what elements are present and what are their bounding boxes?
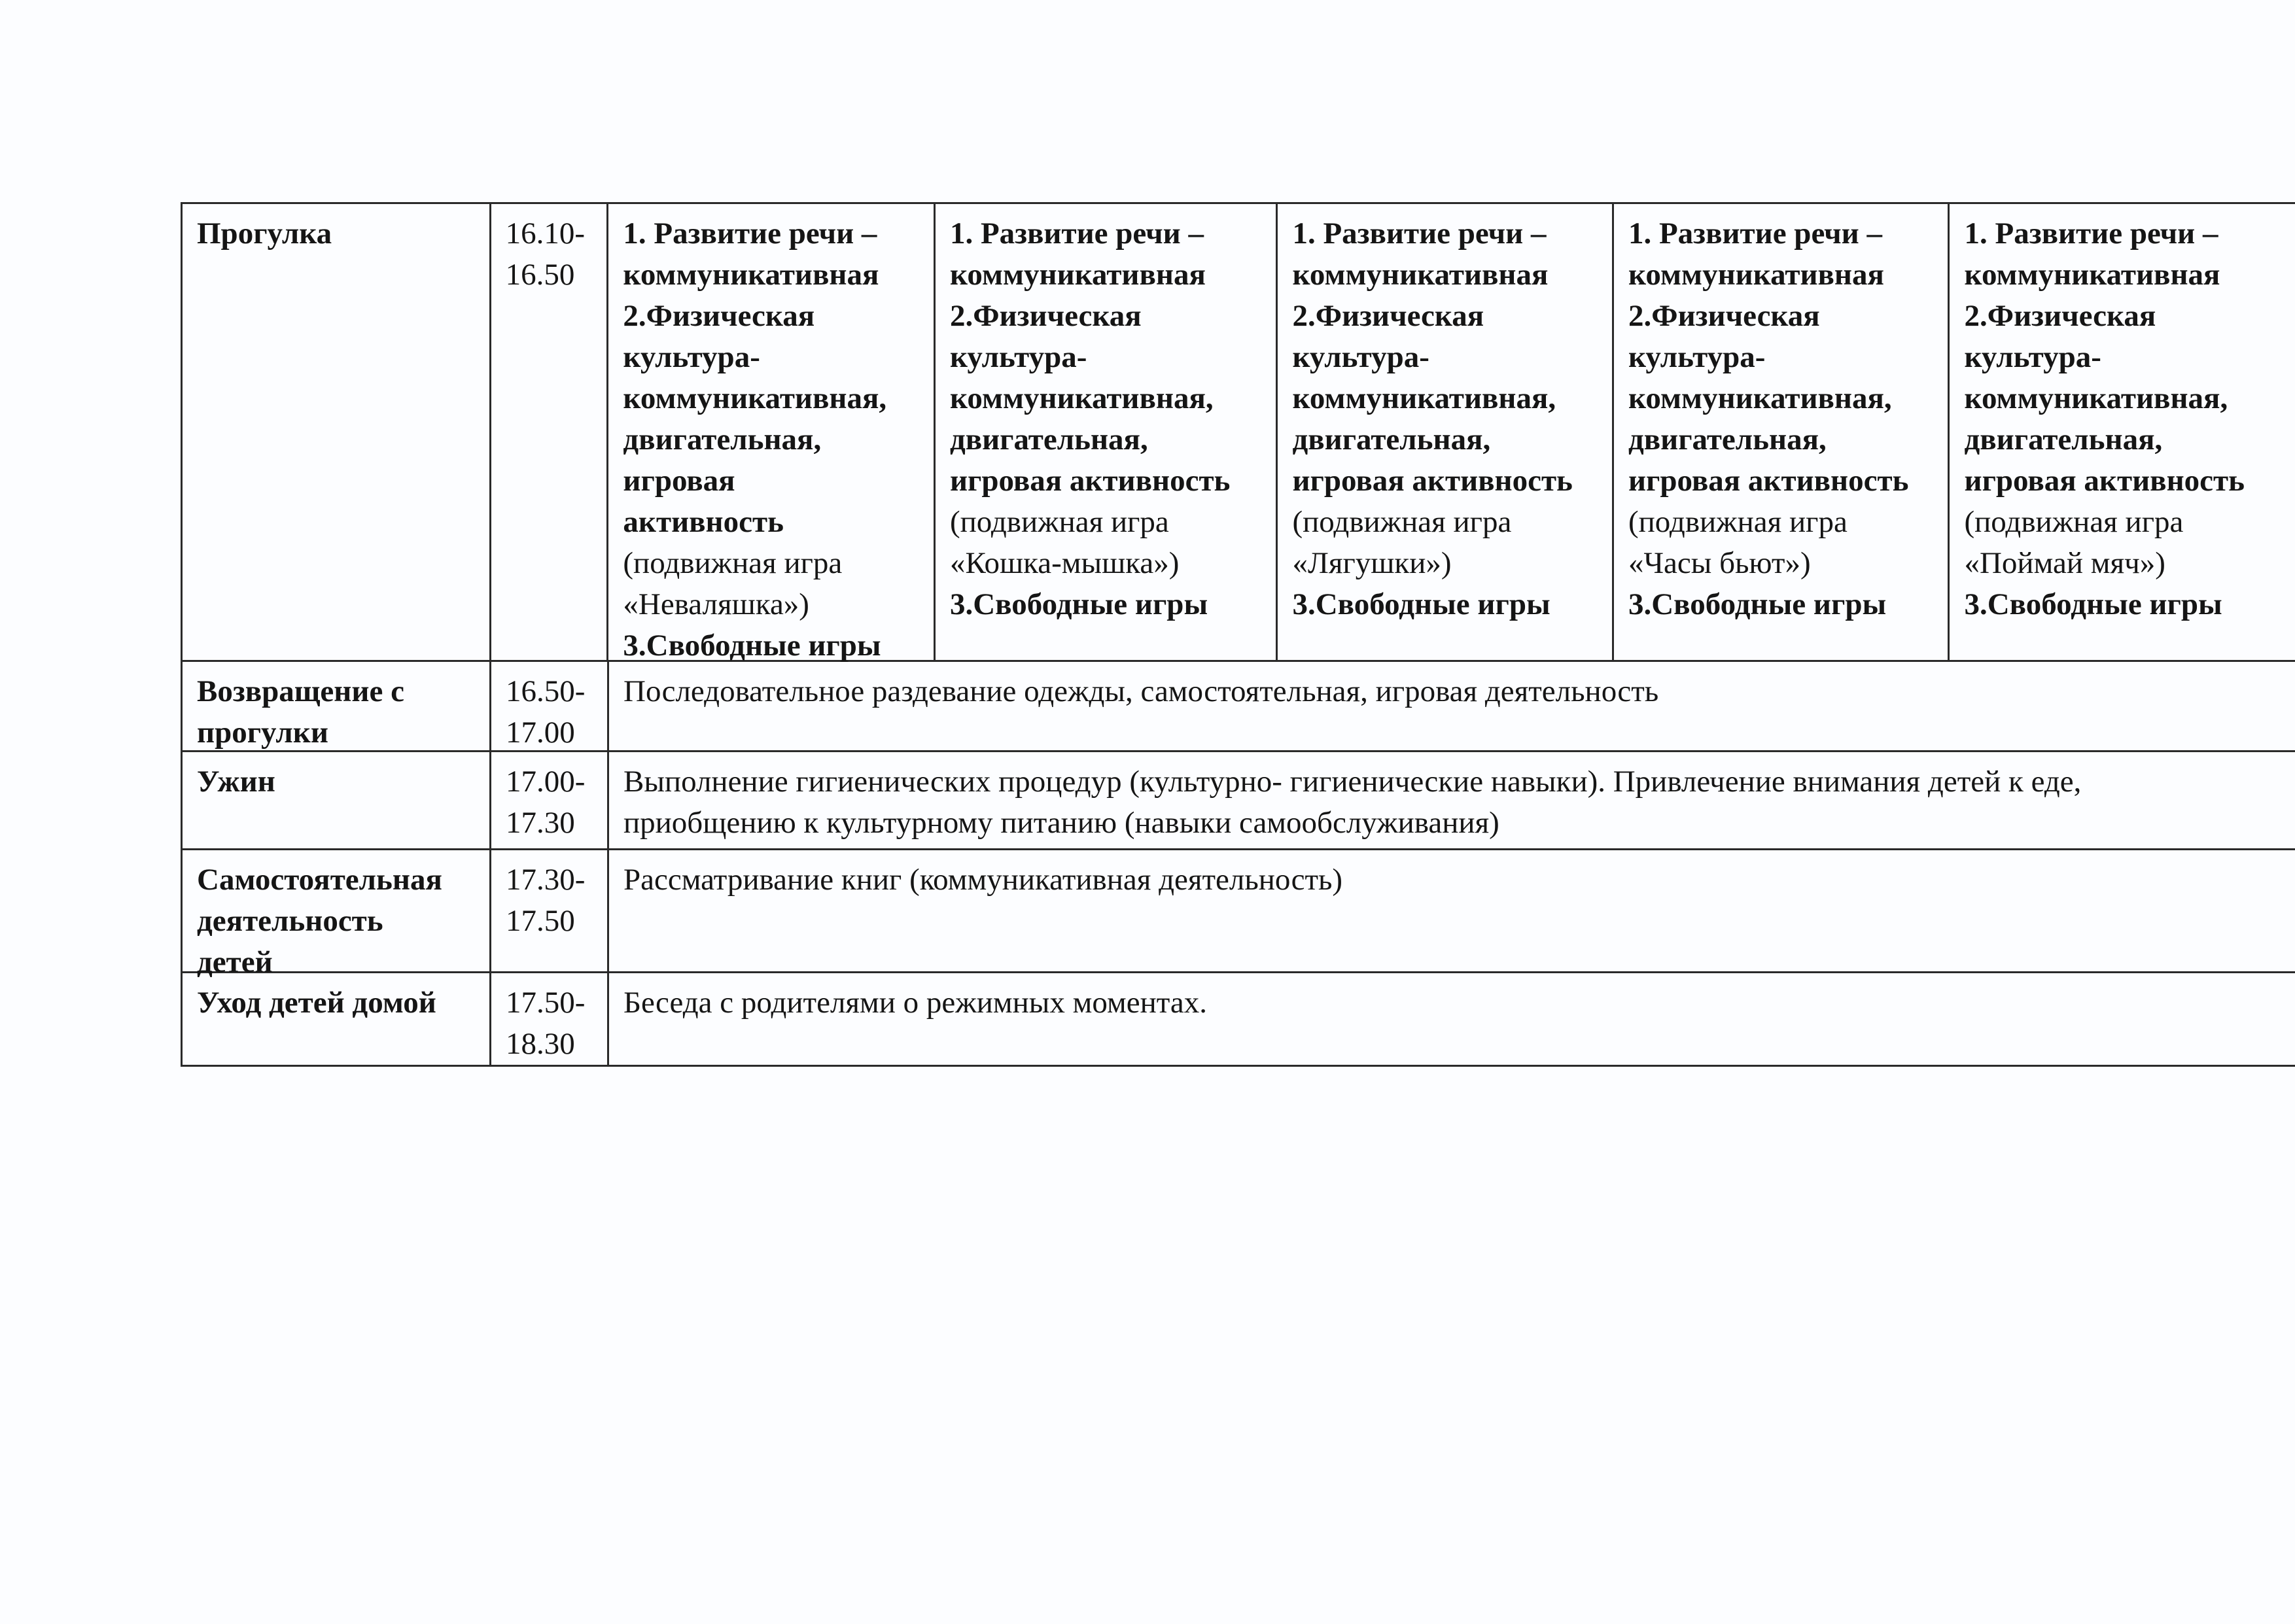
table-row-dinner: [183, 752, 2295, 850]
activity-line: «Поймай мяч»): [1964, 546, 2165, 580]
activity-line: 2.Физическая: [1628, 299, 1820, 333]
activity-line: двигательная,: [1628, 423, 1827, 457]
activity-name-cell: [183, 204, 491, 660]
time-start: 17.00-: [506, 765, 586, 799]
activity-name-cell: [183, 662, 491, 750]
activity-line: коммуникативная,: [623, 381, 887, 415]
activity-line: двигательная,: [623, 423, 822, 457]
day-5-activities-cell: [1950, 204, 2295, 660]
activity-line: игровая активность: [1964, 464, 2245, 498]
activity-line: 1. Развитие речи –: [1628, 216, 1882, 251]
time-end: 17.50: [506, 904, 575, 938]
description-line: приобщению к культурному питанию (навыки самообслуживания): [623, 806, 1499, 840]
activity-name-cell: [183, 973, 491, 1065]
description-line: Последовательное раздевание одежды, самостоятельная, игровая деятельность: [623, 674, 1659, 708]
description-line: Беседа с родителями о режимных моментах.: [623, 986, 1207, 1020]
table-row-return: [183, 662, 2295, 752]
activity-line: коммуникативная: [949, 258, 1206, 292]
activity-line: «Лягушки»): [1292, 546, 1452, 580]
activity-name-line: деятельность: [197, 904, 383, 938]
activity-name-line: Прогулка: [197, 216, 332, 251]
activity-line: 3.Свободные игры: [949, 587, 1208, 621]
time-cell: [491, 662, 609, 750]
time-cell: [491, 850, 609, 971]
activity-line: коммуникативная: [623, 258, 879, 292]
time-start: 17.30-: [506, 863, 586, 897]
activity-name-line: Уход детей домой: [197, 986, 436, 1020]
activity-line: активность: [623, 505, 784, 539]
activity-line: 3.Свободные игры: [1964, 587, 2222, 621]
description-cell: [609, 973, 2295, 1065]
activity-line: 3.Свободные игры: [1628, 587, 1887, 621]
activity-line: двигательная,: [949, 423, 1148, 457]
activity-line: 1. Развитие речи –: [1964, 216, 2218, 251]
day-4-activities-cell: [1614, 204, 1950, 660]
activity-line: игровая активность: [949, 464, 1231, 498]
schedule-table: [181, 202, 2295, 1067]
activity-line: культура-: [1628, 340, 1766, 374]
activity-line: коммуникативная,: [1628, 381, 1892, 415]
day-3-activities-cell: [1278, 204, 1614, 660]
description-cell: [609, 752, 2295, 848]
activity-name-line: Ужин: [197, 765, 275, 799]
time-cell: [491, 973, 609, 1065]
activity-line: коммуникативная,: [949, 381, 1214, 415]
activity-line: двигательная,: [1964, 423, 2163, 457]
time-start: 16.10-: [505, 216, 585, 251]
activity-line: 2.Физическая: [1292, 299, 1484, 333]
day-1-activities-cell: [608, 204, 936, 663]
time-start: 17.50-: [506, 986, 586, 1020]
table-row-free-activity: [183, 850, 2295, 979]
activity-line: 2.Физическая: [949, 299, 1142, 333]
activity-line: двигательная,: [1292, 423, 1491, 457]
time-start: 16.50-: [506, 674, 586, 708]
activity-line: (подвижная игра: [1964, 505, 2184, 539]
activity-name-line: прогулки: [197, 716, 328, 750]
activity-line: (подвижная игра: [1628, 505, 1848, 539]
activity-line: коммуникативная,: [1292, 381, 1556, 415]
activity-line: «Неваляшка»): [623, 587, 809, 621]
activity-line: 2.Физическая: [1964, 299, 2156, 333]
activity-name-line: Возвращение с: [197, 674, 404, 708]
description-cell: [609, 662, 2295, 750]
time-cell: [491, 752, 609, 848]
activity-line: игровая: [623, 464, 735, 498]
activity-line: (подвижная игра: [623, 546, 843, 580]
time-end: 18.30: [506, 1027, 575, 1061]
activity-line: 1. Развитие речи –: [623, 216, 877, 251]
activity-line: коммуникативная,: [1964, 381, 2228, 415]
day-2-activities-cell: [936, 204, 1278, 660]
activity-line: 2.Физическая: [623, 299, 815, 333]
activity-name-line: Самостоятельная: [197, 863, 442, 897]
activity-line: (подвижная игра: [1292, 505, 1512, 539]
activity-line: культура-: [1292, 340, 1429, 374]
description-line: Рассматривание книг (коммуникативная деятельность): [623, 863, 1343, 897]
activity-line: игровая активность: [1292, 464, 1573, 498]
activity-line: культура-: [1964, 340, 2101, 374]
activity-name-cell: [183, 752, 491, 848]
activity-line: «Кошка-мышка»): [949, 546, 1180, 580]
activity-line: 1. Развитие речи –: [949, 216, 1204, 251]
activity-name-line: детей: [197, 945, 273, 979]
time-cell: [491, 204, 609, 660]
time-end: 17.00: [506, 716, 575, 750]
activity-line: 3.Свободные игры: [623, 629, 881, 663]
activity-line: 3.Свободные игры: [1292, 587, 1550, 621]
time-end: 16.50: [505, 258, 575, 292]
description-line: Выполнение гигиенических процедур (культурно- гигиенические навыки). Привлечение внимания детей к еде,: [623, 765, 2082, 799]
activity-line: игровая активность: [1628, 464, 1909, 498]
activity-line: 1. Развитие речи –: [1292, 216, 1547, 251]
activity-line: культура-: [623, 340, 760, 374]
activity-line: коммуникативная: [1292, 258, 1549, 292]
activity-line: культура-: [949, 340, 1087, 374]
time-end: 17.30: [506, 806, 575, 840]
activity-line: (подвижная игра: [949, 505, 1169, 539]
activity-line: коммуникативная: [1628, 258, 1884, 292]
activity-name-cell: [183, 850, 491, 979]
activity-line: «Часы бьют»): [1628, 546, 1811, 580]
table-row-walk: [183, 204, 2295, 662]
activity-line: коммуникативная: [1964, 258, 2220, 292]
description-cell: [609, 850, 2295, 971]
table-row-going-home: [183, 973, 2295, 1067]
